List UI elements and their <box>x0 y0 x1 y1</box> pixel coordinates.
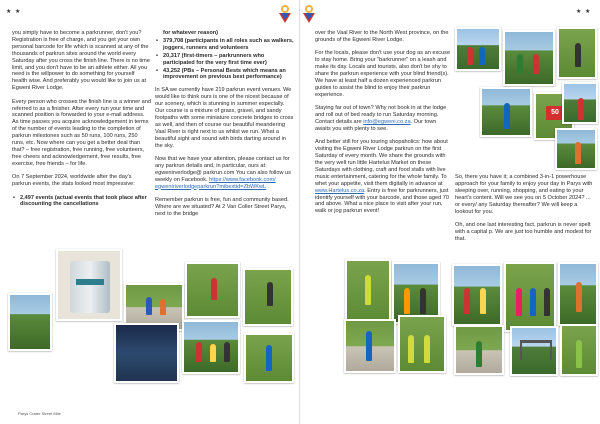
photo-group-run <box>182 320 240 374</box>
contact-text: Now that we have your attention, please contact us for any parkrun details and, in particular, ours at: egwenirverlodge@ parkrun.com You can also follow us weekly on Facebook. <box>155 156 291 183</box>
col3-paragraph-1: over the Vaal River to the North West province, on the grounds of the Egweni River Lodge. <box>315 30 449 43</box>
facebook-link[interactable]: https://www.facebook.com/ egweniriverlodgeparkrun?mibextid=ZbWKwL <box>155 176 276 190</box>
milestone-sign: 50 <box>546 106 564 120</box>
parkrun-logo-icon <box>300 3 318 23</box>
col3-paragraph-2: For the locals, please don't use your dog as an excuse to stay home. Bring your "barkrunner" on a leash and make its day. Locals and tourists, also don't be shy to share the parkrun experience with your blind friend(s). We have at least half a dozen experienced parkrun guides to assist the blind to enjoy their parkrun experience. <box>315 50 451 98</box>
photo-milestone-3 <box>555 128 597 170</box>
photo-group-bottom-1 <box>452 264 502 326</box>
stat-participants: • 379,708 (participants in all roles such as walkers, joggers, runners and volunteers <box>155 38 295 52</box>
photo-run-course <box>8 293 52 351</box>
photo-dog-walker <box>243 268 293 326</box>
col3-paragraph-4 <box>315 139 451 215</box>
photo-volunteers-1 <box>345 259 391 325</box>
photo-volunteers-4 <box>398 315 446 373</box>
col4-paragraph-2: Oh, and one last interesting fact, parkrun is never spelt with a capital p. We are just too humble and modest for that. <box>455 221 592 242</box>
photo-milestone-2 <box>562 82 598 124</box>
col1-paragraph-2: Every person who crosses the finish line is a winner and referred to as a finisher. After every run your time and scanned position is forwarded to your e-mail address. As time passes you acquire acknowledgement in terms of the number of events leading to the completion of parkrun milestones such as 50 runs, 100 runs, 250 runs, etc. Now where can you get a better deal than that? – free registration, free running, free volunteers, free cheers and acknowledgement, free results, free exercise, free friends – for life. <box>12 98 151 167</box>
col1-paragraph-1: you simply have to become a parkrunner, don't you? Registration is free of charge, and you get your own personal barcode for life which is scanned at any of the thousands of parkrun sites around the world every Saturday after you cross the finish line. There is no time limit, and you don't have to be an athlete either. All you need is the willpower to do something for yourself health wise. And preferably you would like to join us at Egweni River Lodge. <box>12 30 150 92</box>
col2-paragraph-1: In SA we currently have 219 parkrun event venues. We would like to think ours is one of the nicest because of our scenery, which is stunning in summer especially. Our course is a mixture of grass, gravel, and sandy footpaths with some miniature concrete bridges to cross as well, and then of course our beautiful meandering Vaal River is right next to us whilst we run. What a beautiful sight and sound with birds darting around in the sky. <box>155 87 294 149</box>
col2-paragraph-3: Remember parkrun is free, fun and community based. Where are we situated? At 2 Van Coller Street Parys, next to the bridge <box>155 197 289 217</box>
photo-runner-dog <box>185 262 240 318</box>
col4-paragraph-1: So, there you have it; a combined 3-in-1 powerhouse approach for your family to enjoy your day in Parys with sleeping over, running, shopping, and eating to your heart's content. Will we see you on 5 October 2024? ... or every/ any Saturday thereafter? We will keep a lookout for you. <box>455 174 593 215</box>
photo-group-bottom-3 <box>558 262 598 326</box>
lodge-email-link[interactable]: info@egweni.co.za <box>363 118 411 125</box>
photo-group-bottom-2 <box>504 262 556 332</box>
column-2 <box>155 30 295 224</box>
footer-text: Parys Crater Street Mile <box>18 411 61 416</box>
stat-events: • 2,497 events (actual events that took place after discounting the cancellations <box>12 195 151 209</box>
column-3 <box>315 30 451 222</box>
photo-gazebo <box>510 326 558 376</box>
market-text-end: . Entry is free for parkrunners, just identify yourself with your barcode, and those aged 70 and above. What a nice place to visit after your run, walk or jog parkrun event! <box>315 187 450 215</box>
col2-paragraph-2 <box>155 156 295 191</box>
photo-mug <box>56 249 122 321</box>
lodge-text-end: . Our town awaits you with plenty to see. <box>315 118 437 132</box>
photo-evening-venue <box>114 323 179 383</box>
photo-group-top-1 <box>455 27 501 71</box>
stats-list-part-2 <box>155 30 295 81</box>
photo-group-top-3 <box>557 27 597 79</box>
market-text: And better still for you touring shopaholics: how about visiting the Egweni River Lodge parkrun on the first Saturday of every month. We share the grounds with the very well run little Hartelus Market on these Saturdays with clothing, craft and food stalls with live music entertainment, catering for the whole family. To whet your appetite, visit them digitally in advance at <box>315 139 448 187</box>
col3-paragraph-3 <box>315 105 451 133</box>
lodge-text: Staying far out of town? Why not book in at the lodge and roll out of bed ready to run Saturday morning. Contact details are <box>315 105 447 125</box>
stat-first-timers: • 20,317 (first-timers – parkrunners who participated for the very first time ever) <box>155 53 295 67</box>
header-stars-left: ★ ★ <box>6 9 22 15</box>
photo-group-bottom-5 <box>560 324 598 376</box>
column-1 <box>12 30 151 214</box>
photo-group-bottom-4 <box>454 325 504 375</box>
photo-volunteers-3 <box>344 319 396 373</box>
parkrun-logo-icon <box>276 3 294 23</box>
stats-list-part-1 <box>12 195 151 209</box>
stat-pbs: • 43,252 (PBs – Personal Bests which means an improvement on previous best performance) <box>155 68 295 82</box>
stat-events-continued: for whatever reason) <box>163 30 219 36</box>
right-page <box>300 0 600 424</box>
header-stars-right: ★ ★ <box>576 9 592 15</box>
hartelus-link[interactable]: www.Hartelus.co.za <box>315 187 365 194</box>
col1-paragraph-3: On 7 September 2024, worldwide after the day's parkrun events, the stats looked most impressive: <box>12 174 135 188</box>
photo-volunteer <box>244 333 294 383</box>
photo-group-top-2 <box>503 30 555 86</box>
column-4 <box>455 174 595 249</box>
photo-milestone-1 <box>480 87 532 137</box>
